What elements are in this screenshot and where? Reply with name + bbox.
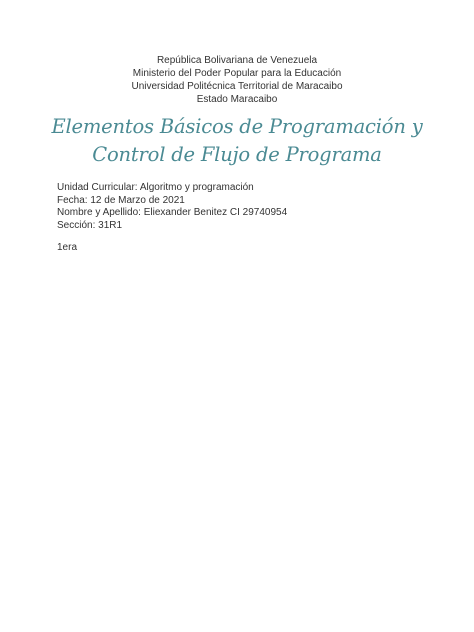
header-line-state: Estado Maracaibo	[196, 94, 278, 105]
title-line-1: Elementos Básicos de Programación y	[51, 115, 423, 138]
title-line-2: Control de Flujo de Programa	[92, 143, 382, 166]
info-date: Fecha: 12 de Marzo de 2021	[57, 194, 185, 206]
info-name: Nombre y Apellido: Eliexander Benitez CI 29740954	[57, 207, 288, 218]
header-line-republic: República Bolivariana de Venezuela	[156, 55, 318, 66]
edition-note: 1era	[57, 242, 78, 253]
institution-header	[0, 54, 474, 106]
header-line-university: Universidad Politécnica Territorial de Maracaibo	[131, 81, 343, 92]
info-section: Sección: 31R1	[57, 219, 123, 231]
student-info	[57, 182, 437, 232]
document-title	[20, 113, 454, 169]
header-line-ministry: Ministerio del Poder Popular para la Educación	[132, 68, 342, 79]
info-course: Unidad Curricular: Algoritmo y programación	[57, 182, 254, 193]
